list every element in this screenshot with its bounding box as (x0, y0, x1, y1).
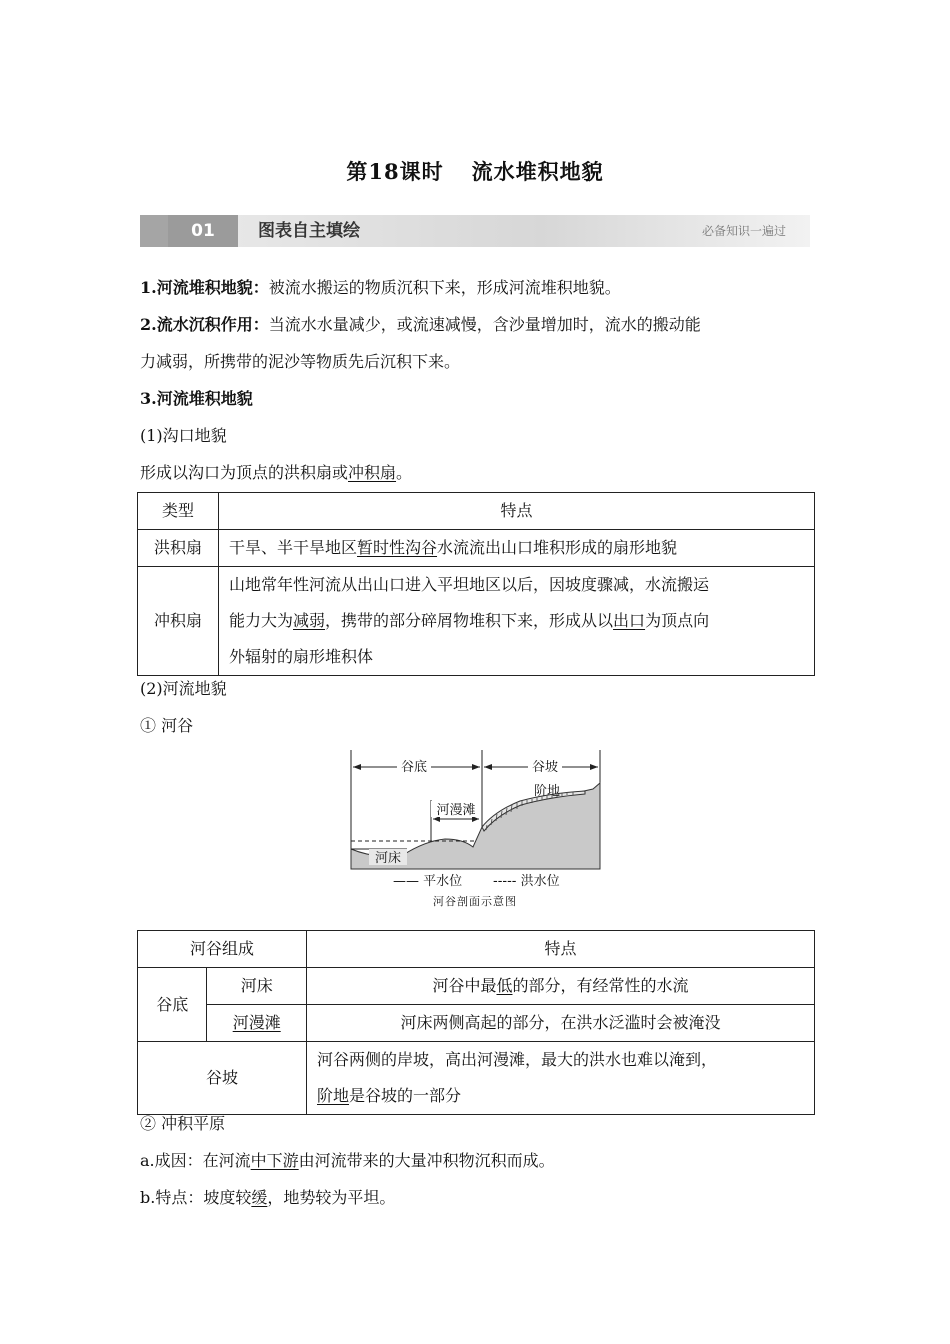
table-cell: 干旱、半干旱地区暂时性沟谷水流流出山口堆积形成的扇形地貌 (219, 530, 815, 567)
table-cell: 谷坡 (138, 1042, 307, 1115)
gully-description: 形成以沟口为顶点的洪积扇或冲积扇。 (140, 463, 413, 482)
subheading-gully: (1)沟口地貌 (140, 426, 227, 445)
table-cell: 河床 (207, 968, 307, 1005)
label-valley-floor: 谷底 (400, 760, 428, 775)
plain-cause: a.成因：在河流中下游由河流带来的大量冲积物沉积而成。 (140, 1151, 555, 1170)
valley-table (137, 930, 815, 1115)
section-name: 图表自主填绘 (258, 221, 360, 241)
paragraph-1: 1.河流堆积地貌：被流水搬运的物质沉积下来，形成河流堆积地貌。 (140, 278, 621, 297)
banner-accent (140, 215, 170, 247)
subheading-valley: ① 河谷 (140, 716, 194, 735)
answer-lowest: 低 (496, 976, 513, 995)
label-valley-slope: 谷坡 (531, 760, 559, 775)
valley-cross-section (345, 745, 605, 893)
page-title: 第18课时 流水堆积地貌 (346, 159, 604, 184)
table-cell: 山地常年性河流从出山口进入平坦地区以后，因坡度骤减，水流搬运 能力大为减弱，携带的部分碎屑物堆积下来，形成从以出口为顶点向 外辐射的扇形堆积体 (219, 567, 815, 676)
table-cell: 洪积扇 (138, 530, 219, 567)
fan-table (137, 492, 815, 676)
table-header: 类型 (138, 493, 219, 530)
table-cell: 谷底 (138, 968, 207, 1042)
valley-diagram (345, 745, 605, 910)
table-cell (207, 1005, 307, 1042)
diagram-caption: 河谷剖面示意图 (433, 895, 517, 908)
plain-feature: b.特点：坡度较缓，地势较为平坦。 (140, 1188, 396, 1207)
answer-temporary-gully: 暂时性沟谷 (357, 538, 438, 557)
answer-mid-lower-reaches: 中下游 (250, 1151, 299, 1170)
table-cell: 河床两侧高起的部分，在洪水泛滥时会被淹没 (307, 1005, 815, 1042)
answer-terrace: 阶地 (317, 1086, 350, 1105)
section-hint: 必备知识一遍过 (701, 224, 786, 238)
label-floodplain: 河漫滩 (436, 803, 476, 818)
label-terrace: 阶地 (533, 784, 561, 799)
answer-weaken: 减弱 (293, 611, 326, 630)
answer-outlet: 出口 (613, 611, 646, 630)
table-cell: 河谷中最低的部分，有经常性的水流 (307, 968, 815, 1005)
answer-floodplain: 河漫滩 (232, 1013, 281, 1032)
paragraph-2: 2.流水沉积作用：当流水水量减少，或流速减慢，含沙量增加时，流水的搬动能 (140, 315, 701, 334)
table-header: 特点 (307, 931, 815, 968)
paragraph-2-cont: 力减弱，所携带的泥沙等物质先后沉积下来。 (140, 352, 461, 371)
table-cell: 河谷两侧的岸坡，高出河漫滩，最大的洪水也难以淹到， 阶地是谷坡的一部分 (307, 1042, 815, 1115)
answer-alluvial-fan: 冲积扇 (348, 463, 397, 482)
answer-gentle: 缓 (251, 1188, 268, 1207)
section-banner (140, 215, 810, 247)
paragraph-3-heading: 3.河流堆积地貌 (140, 389, 253, 408)
legend-flood-level: ----- 洪水位 (493, 874, 560, 889)
label-riverbed: 河床 (374, 851, 402, 866)
table-header: 特点 (219, 493, 815, 530)
table-header: 河谷组成 (138, 931, 307, 968)
subheading-alluvial-plain: ② 冲积平原 (140, 1114, 226, 1133)
legend-normal-level: —— 平水位 (393, 874, 463, 889)
table-cell: 冲积扇 (138, 567, 219, 676)
section-number: 01 (168, 215, 238, 247)
subheading-river: (2)河流地貌 (140, 679, 227, 698)
